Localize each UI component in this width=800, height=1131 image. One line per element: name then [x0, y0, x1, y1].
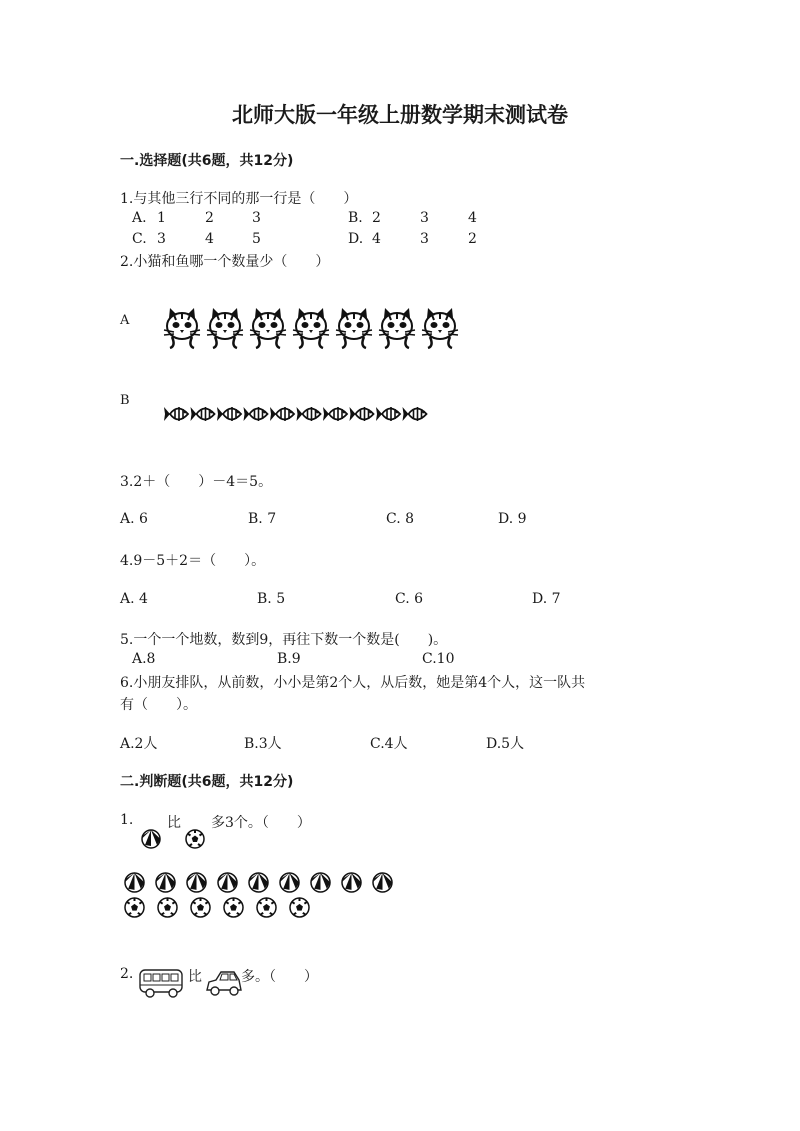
q3-option-d: D. 9	[498, 511, 527, 527]
q3-option-a: A. 6	[120, 511, 148, 527]
section-heading-choice: 一.选择题(共6题，共12分)	[120, 153, 294, 169]
beach-ball-icon-row	[124, 872, 404, 894]
soccer-ball-icon-row	[124, 897, 324, 919]
fish-icon	[244, 407, 268, 421]
beach-ball-icon	[249, 873, 269, 892]
question-5-stem: 5.一个一个地数，数到9，再往下数一个数是( )。	[120, 632, 448, 648]
fish-icon	[403, 407, 427, 421]
q4-option-b: B. 5	[257, 591, 286, 607]
q1-option-b-letter: B.	[348, 210, 363, 226]
fish-icon	[350, 407, 374, 421]
q3-option-b: B. 7	[248, 511, 277, 527]
q3-option-c: C. 8	[386, 511, 415, 527]
q6-option-b: B.3人	[244, 736, 282, 752]
cat-icon-row	[162, 306, 472, 352]
judge-2-tail: 多。（ ）	[241, 969, 318, 985]
fish-icon	[217, 407, 241, 421]
cat-icon	[422, 308, 458, 348]
soccer-ball-icon	[224, 898, 243, 917]
q5-option-c: C.10	[422, 651, 455, 667]
cat-icon	[293, 308, 329, 348]
judge-1-bi: 比	[167, 815, 181, 831]
q4-option-a: A. 4	[120, 591, 148, 607]
q2-option-a-label: A	[120, 313, 130, 328]
beach-ball-icon	[342, 873, 362, 892]
soccer-ball-icon	[191, 898, 210, 917]
soccer-ball-icon	[158, 898, 177, 917]
q6-option-d: D.5人	[486, 736, 525, 752]
beach-ball-icon	[187, 873, 207, 892]
q1-option-c-n1: 3	[157, 231, 166, 247]
q1-option-a-letter: A.	[132, 210, 147, 226]
beach-ball-icon	[141, 829, 161, 849]
cat-icon	[164, 308, 200, 348]
question-2-stem: 2.小猫和鱼哪一个数量少（ ）	[120, 254, 330, 270]
beach-ball-icon	[373, 873, 393, 892]
soccer-ball-icon	[125, 898, 144, 917]
q1-option-d-letter: D.	[348, 231, 364, 247]
q6-option-a: A.2人	[120, 736, 158, 752]
q1-option-b-n3: 4	[468, 210, 477, 226]
q2-option-b-label: B	[120, 393, 130, 408]
judge-1-number: 1.	[120, 812, 134, 828]
beach-ball-icon	[125, 873, 145, 892]
question-6-stem-line1: 6.小朋友排队，从前数，小小是第2个人，从后数，她是第4个人，这一队共	[120, 675, 586, 691]
q1-option-a-n1: 1	[157, 210, 166, 226]
cat-icon	[207, 308, 243, 348]
fish-icon	[323, 407, 347, 421]
q1-option-d-n3: 2	[468, 231, 477, 247]
judge-2-bi: 比	[188, 969, 202, 985]
soccer-ball-icon	[257, 898, 276, 917]
fish-icon	[297, 407, 321, 421]
section-heading-true-false: 二.判断题(共6题，共12分)	[120, 774, 294, 790]
q1-option-c-n3: 5	[252, 231, 261, 247]
soccer-ball-icon	[290, 898, 309, 917]
q1-option-d-n2: 3	[420, 231, 429, 247]
beach-ball-icon	[218, 873, 238, 892]
q5-option-a: A.8	[132, 651, 156, 667]
q1-option-d-n1: 4	[372, 231, 381, 247]
q6-option-c: C.4人	[370, 736, 408, 752]
car-icon	[204, 966, 244, 1000]
q4-option-d: D. 7	[532, 591, 561, 607]
page-title: 北师大版一年级上册数学期末测试卷	[232, 103, 568, 127]
cat-icon	[336, 308, 372, 348]
beach-ball-icon	[280, 873, 300, 892]
q1-option-b-n1: 2	[372, 210, 381, 226]
soccer-ball-icon	[185, 829, 205, 849]
question-3-stem: 3.2＋（ ）－4＝5。	[120, 474, 273, 490]
cat-icon	[250, 308, 286, 348]
q1-option-c-n2: 4	[205, 231, 214, 247]
question-6-stem-line2: 有（ ）。	[120, 697, 197, 713]
fish-icon	[191, 407, 215, 421]
q1-option-b-n2: 3	[420, 210, 429, 226]
question-4-stem: 4.9－5＋2＝（ ）。	[120, 553, 266, 569]
bus-icon	[137, 966, 185, 1000]
q1-option-c-letter: C.	[132, 231, 147, 247]
cat-icon	[379, 308, 415, 348]
q4-option-c: C. 6	[395, 591, 424, 607]
fish-icon-row	[164, 401, 444, 429]
judge-1-tail: 多3个。（ ）	[211, 815, 311, 831]
q1-option-a-n3: 3	[252, 210, 261, 226]
judge-2-number: 2.	[120, 966, 134, 982]
q5-option-b: B.9	[277, 651, 301, 667]
fish-icon	[164, 407, 188, 421]
beach-ball-icon	[156, 873, 176, 892]
fish-icon	[270, 407, 294, 421]
question-1-stem: 1.与其他三行不同的那一行是（ ）	[120, 191, 358, 207]
q1-option-a-n2: 2	[205, 210, 214, 226]
beach-ball-icon	[311, 873, 331, 892]
fish-icon	[376, 407, 400, 421]
